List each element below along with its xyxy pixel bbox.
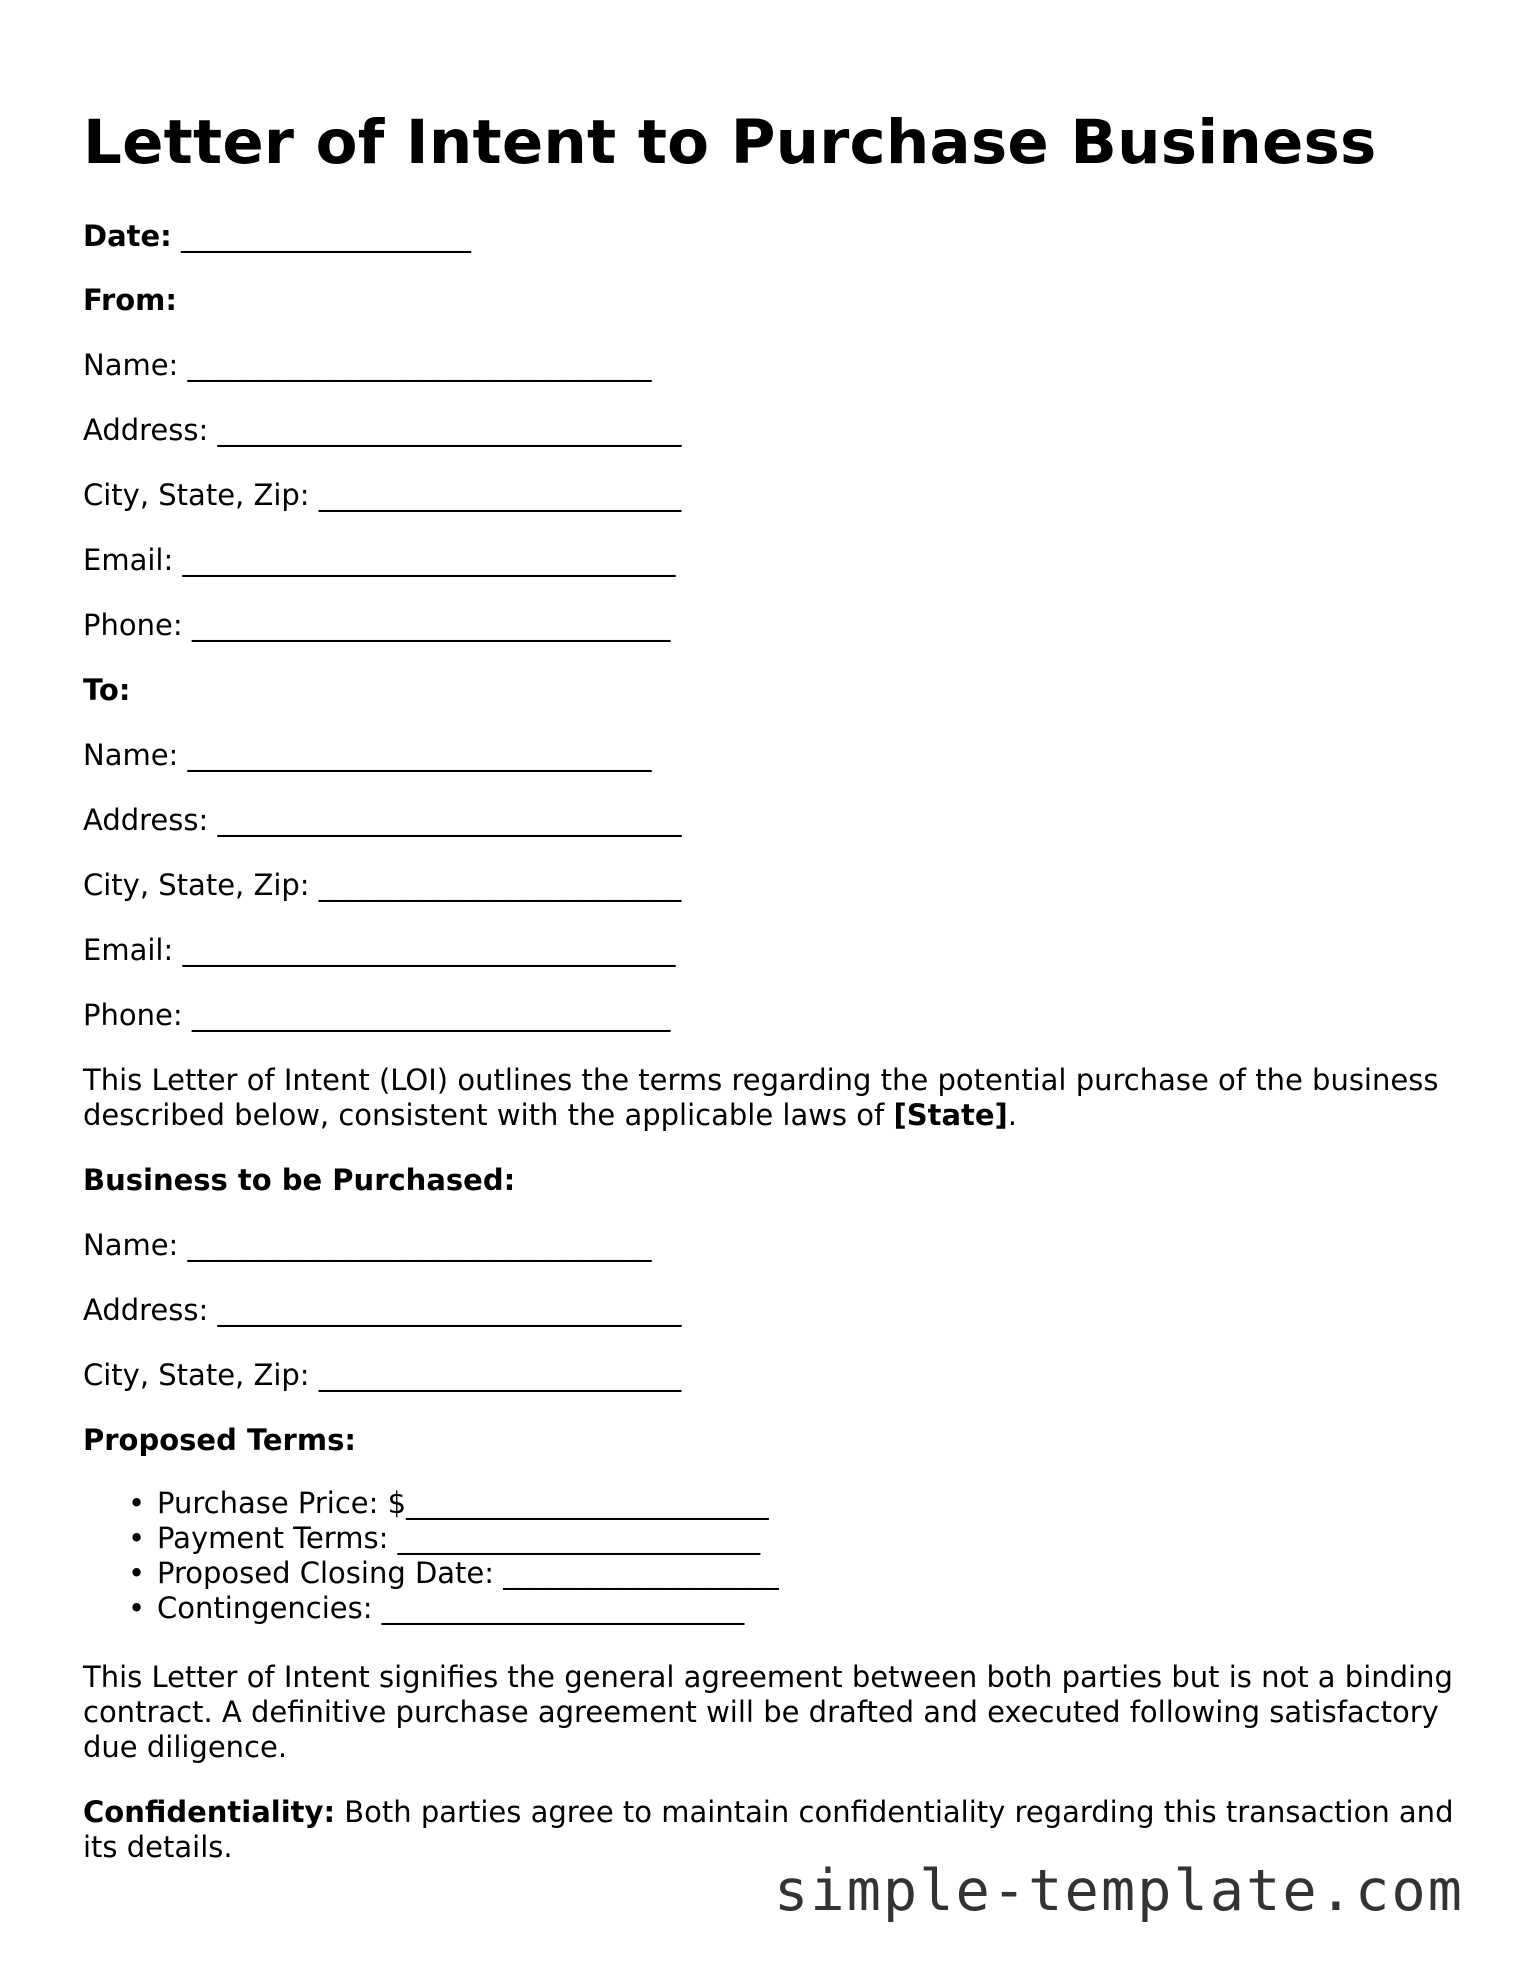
- date-line: [83, 219, 471, 254]
- confidentiality-text: Both parties agree to maintain confidentiality regarding this transaction and its details.: [83, 1795, 1454, 1864]
- to-address-field: Address: ________________________________: [83, 803, 682, 837]
- business-city-field: City, State, Zip: _________________________: [83, 1358, 682, 1392]
- document-title: Letter of Intent to Purchase Business: [83, 107, 1377, 178]
- bullet-icon: •: [128, 1556, 146, 1590]
- state-placeholder: [State]: [893, 1098, 1008, 1132]
- to-name-field: Name: ________________________________: [83, 738, 652, 772]
- watermark-text: simple-template.com: [773, 1858, 1464, 1924]
- terms-heading: Proposed Terms:: [83, 1423, 356, 1457]
- terms-item: • Payment Terms: _________________________: [128, 1521, 761, 1555]
- date-label: Date:: [83, 219, 172, 253]
- bullet-icon: •: [128, 1591, 146, 1625]
- intro-end: .: [1007, 1098, 1018, 1132]
- from-heading: From:: [83, 283, 177, 317]
- from-city-field: City, State, Zip: _________________________: [83, 478, 682, 512]
- business-heading: Business to be Purchased:: [83, 1163, 516, 1197]
- from-name-field: Name: ________________________________: [83, 348, 652, 382]
- from-address-field: Address: ________________________________: [83, 413, 682, 447]
- intro-text: This Letter of Intent (LOI) outlines the terms regarding the potential purchase of the business described below, consistent with the applicable laws of: [83, 1063, 1439, 1132]
- to-heading: To:: [83, 673, 131, 707]
- from-phone-field: Phone: _________________________________: [83, 608, 671, 642]
- confidentiality-paragraph: [83, 1795, 1463, 1865]
- from-email-field: Email: __________________________________: [83, 543, 676, 577]
- date-blank: ____________________: [181, 219, 471, 253]
- business-name-field: Name: ________________________________: [83, 1228, 652, 1262]
- terms-item: • Purchase Price: $_________________________: [128, 1486, 769, 1520]
- to-phone-field: Phone: _________________________________: [83, 998, 671, 1032]
- terms-list: [83, 1486, 779, 1626]
- confidentiality-label: Confidentiality:: [83, 1795, 336, 1829]
- bullet-icon: •: [128, 1486, 146, 1520]
- agreement-paragraph: This Letter of Intent signifies the general agreement between both parties but is not a binding contract. A definitive purchase agreement will be drafted and executed following satisfactory due diligence.: [83, 1660, 1453, 1764]
- to-city-field: City, State, Zip: _________________________: [83, 868, 682, 902]
- to-email-field: Email: __________________________________: [83, 933, 676, 967]
- intro-paragraph: [83, 1063, 1463, 1133]
- terms-item: • Contingencies: _________________________: [128, 1591, 745, 1625]
- bullet-icon: •: [128, 1521, 146, 1555]
- business-address-field: Address: ________________________________: [83, 1293, 682, 1327]
- terms-item: • Proposed Closing Date: ___________________: [128, 1556, 779, 1590]
